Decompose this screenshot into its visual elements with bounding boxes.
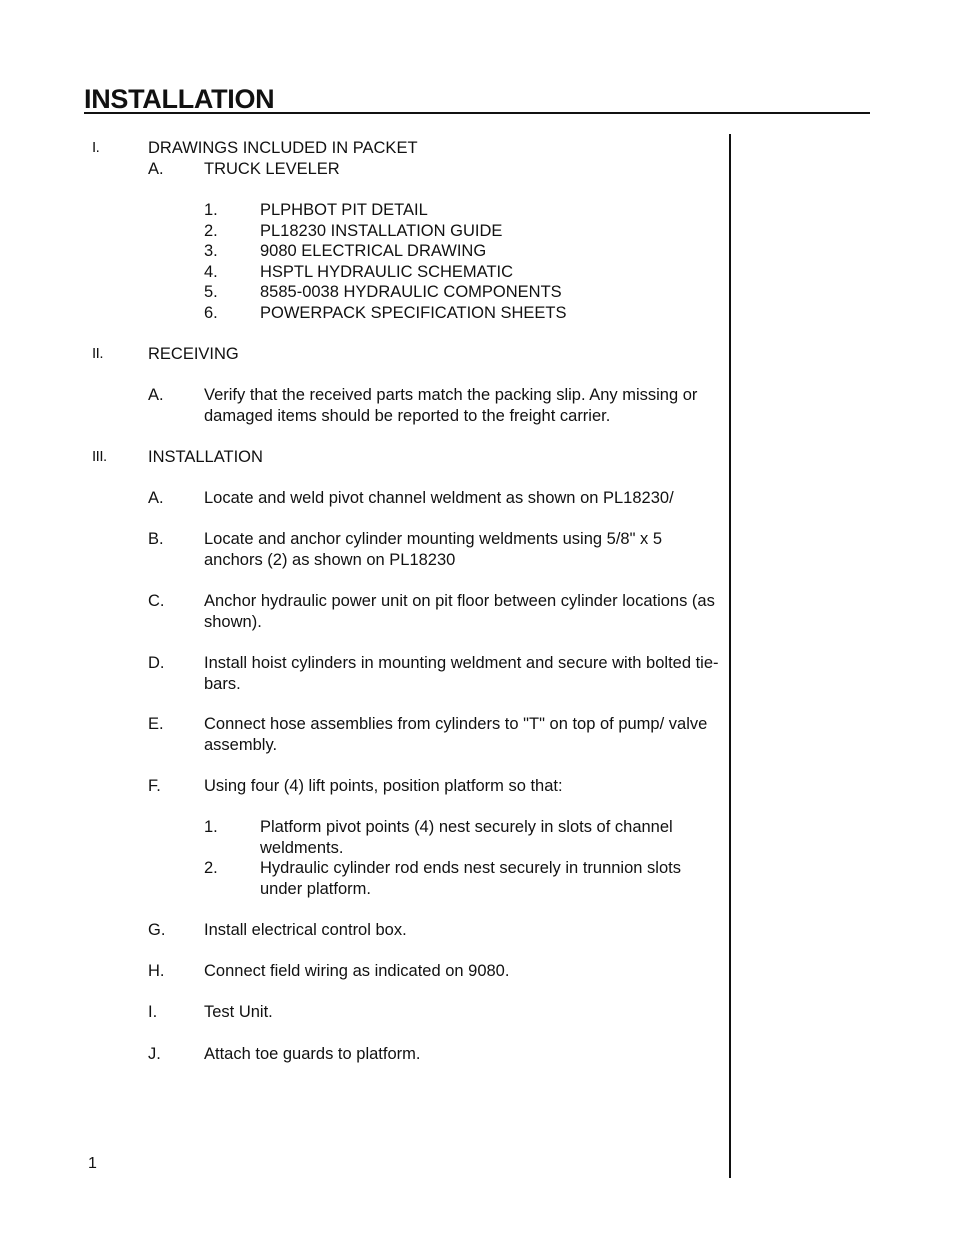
item-marker: H. bbox=[148, 962, 165, 980]
item-marker: B. bbox=[148, 530, 164, 548]
item-marker: 1. bbox=[204, 201, 218, 219]
item-text: Using four (4) lift points, position platform so that: bbox=[204, 777, 563, 795]
item-text: Locate and anchor cylinder mounting weldments using 5/8" x 5 anchors (2) as shown on PL18230 bbox=[204, 530, 663, 569]
item-marker: A. bbox=[148, 160, 164, 178]
item-text: RECEIVING bbox=[148, 345, 239, 363]
item-marker: 2. bbox=[204, 222, 218, 240]
item-marker: 2. bbox=[204, 859, 218, 877]
item-text: INSTALLATION bbox=[148, 448, 263, 466]
page-title: INSTALLATION bbox=[84, 84, 275, 114]
item-text: Attach toe guards to platform. bbox=[204, 1045, 421, 1063]
item-text: POWERPACK SPECIFICATION SHEETS bbox=[260, 304, 567, 322]
item-text: Connect hose assemblies from cylinders to "T" on top of pump/ valve assembly. bbox=[204, 715, 708, 754]
item-marker: G. bbox=[148, 921, 166, 939]
item-marker: III. bbox=[92, 448, 107, 465]
item-marker: A. bbox=[148, 489, 164, 507]
item-text: Install hoist cylinders in mounting weldment and secure with bolted tie-bars. bbox=[204, 654, 719, 693]
item-marker: 4. bbox=[204, 263, 218, 281]
item-text: PL18230 INSTALLATION GUIDE bbox=[260, 222, 503, 240]
item-marker: 6. bbox=[204, 304, 218, 322]
item-marker: D. bbox=[148, 654, 165, 672]
item-text: Anchor hydraulic power unit on pit floor between cylinder locations (as shown). bbox=[204, 592, 715, 631]
item-marker: 1. bbox=[204, 818, 218, 836]
item-text: Install electrical control box. bbox=[204, 921, 407, 939]
item-text: Platform pivot points (4) nest securely in slots of channel weldments. bbox=[260, 818, 673, 857]
item-marker: 3. bbox=[204, 242, 218, 260]
item-text: HSPTL HYDRAULIC SCHEMATIC bbox=[260, 263, 514, 281]
item-text: Locate and weld pivot channel weldment as shown on PL18230/ bbox=[204, 489, 674, 507]
item-text: Verify that the received parts match the packing slip. Any missing or damaged items should be reported to the freight carrier. bbox=[204, 386, 698, 425]
item-marker: F. bbox=[148, 777, 161, 795]
item-text: PLPHBOT PIT DETAIL bbox=[260, 201, 428, 219]
item-marker: I. bbox=[92, 139, 100, 156]
item-marker: E. bbox=[148, 715, 164, 733]
item-text: TRUCK LEVELER bbox=[204, 160, 340, 178]
item-text: Connect field wiring as indicated on 9080. bbox=[204, 962, 510, 980]
item-marker: J. bbox=[148, 1045, 161, 1063]
item-marker: II. bbox=[92, 345, 104, 362]
item-text: 8585-0038 HYDRAULIC COMPONENTS bbox=[260, 283, 562, 301]
item-text: 9080 ELECTRICAL DRAWING bbox=[260, 242, 487, 260]
item-text: Test Unit. bbox=[204, 1003, 273, 1021]
item-marker: A. bbox=[148, 386, 164, 404]
item-text: DRAWINGS INCLUDED IN PACKET bbox=[148, 139, 418, 157]
page-number: 1 bbox=[88, 1155, 97, 1172]
item-text: Hydraulic cylinder rod ends nest securely in trunnion slots under platform. bbox=[260, 859, 681, 898]
item-marker: 5. bbox=[204, 283, 218, 301]
item-marker: I. bbox=[148, 1003, 158, 1021]
item-marker: C. bbox=[148, 592, 165, 610]
